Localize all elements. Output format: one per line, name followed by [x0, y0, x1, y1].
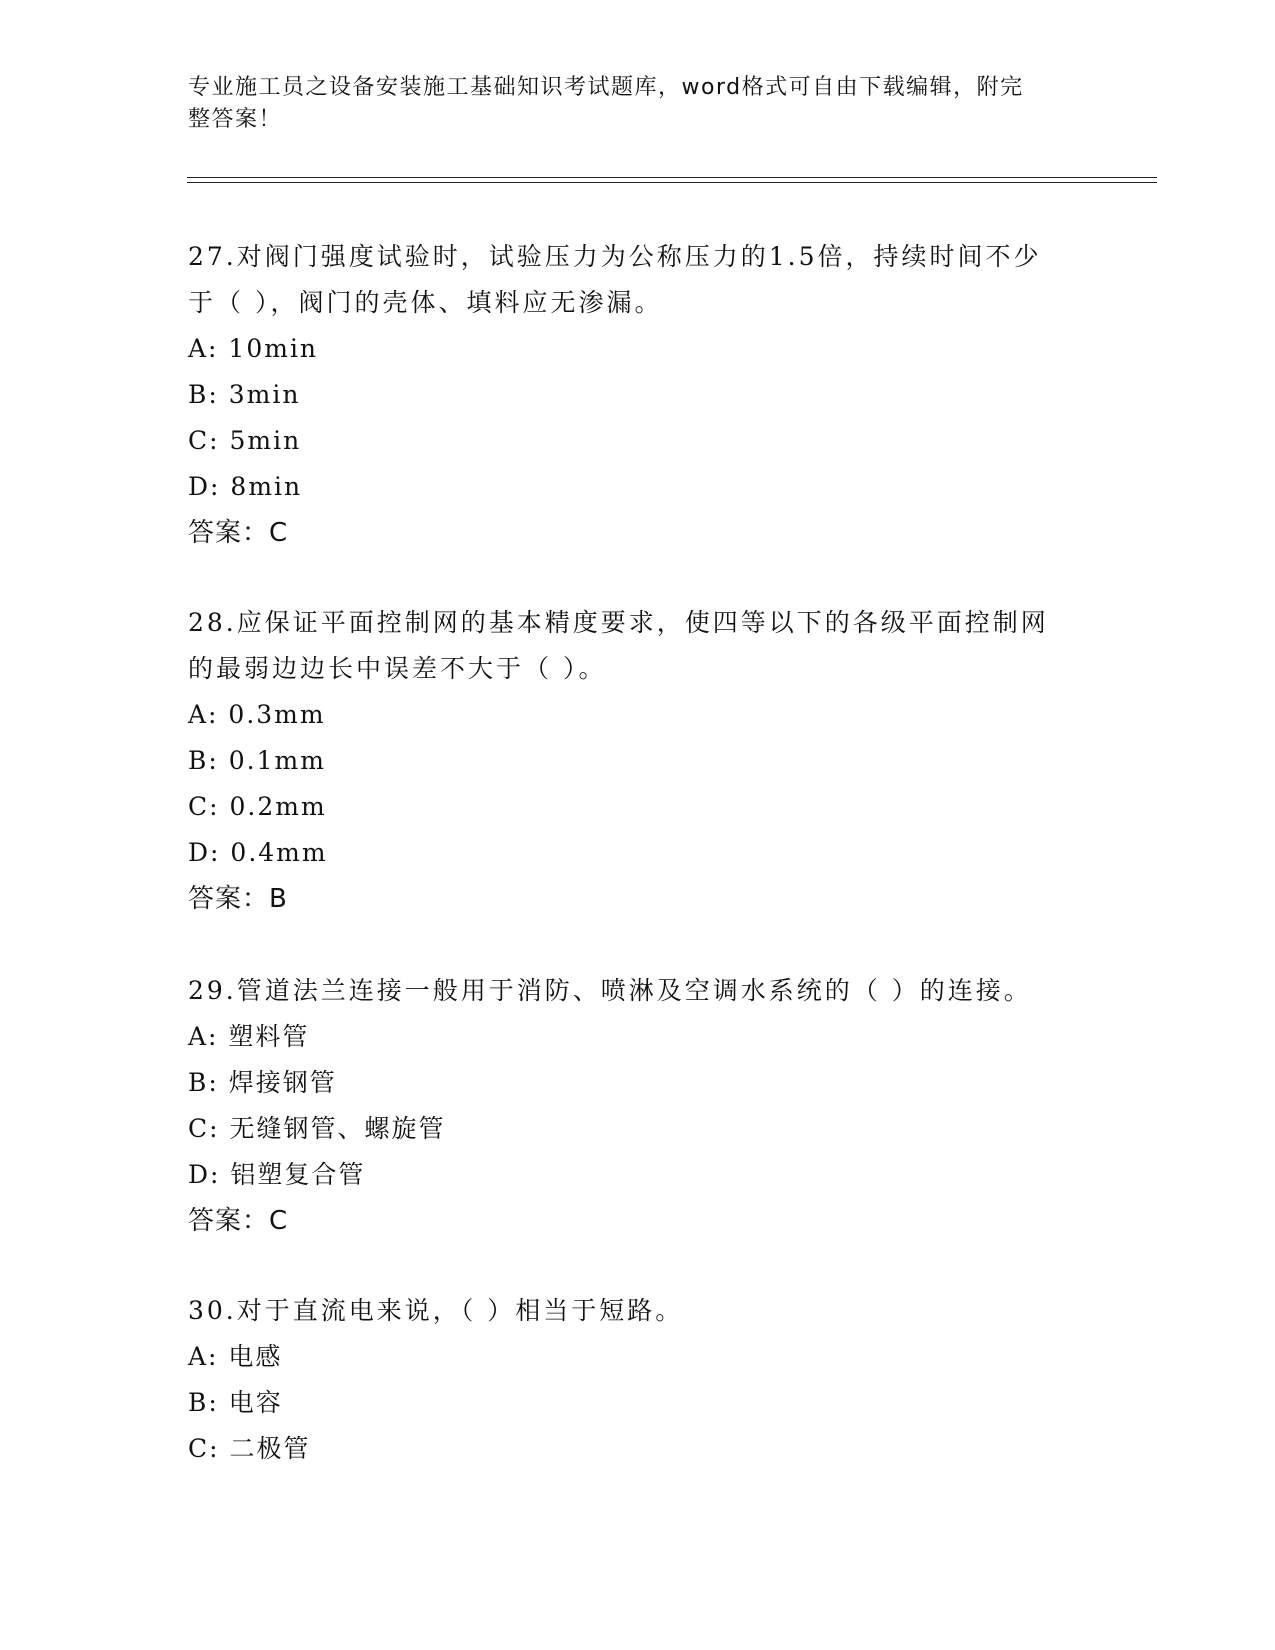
- header-divider-top: [187, 177, 1157, 178]
- question-stem-line: 28.应保证平面控制网的基本精度要求，使四等以下的各级平面控制网: [188, 608, 1049, 637]
- option-d: D: 铝塑复合管: [188, 1160, 366, 1189]
- answer-label: 答案：C: [188, 1206, 289, 1236]
- option-c: C: 5min: [188, 426, 302, 455]
- option-d: D: 0.4mm: [188, 838, 328, 867]
- question-stem-line: 29.管道法兰连接一般用于消防、喷淋及空调水系统的（ ）的连接。: [188, 976, 1032, 1005]
- answer-label: 答案：B: [188, 884, 288, 914]
- option-a: A: 塑料管: [188, 1022, 310, 1051]
- header-line-2: 整答案！: [188, 107, 283, 132]
- question-stem-line: 27.对阀门强度试验时，试验压力为公称压力的1.5倍，持续时间不少: [188, 242, 1042, 271]
- question-stem-line: 的最弱边边长中误差不大于（ ）。: [188, 654, 607, 683]
- header-divider-bottom: [187, 182, 1157, 183]
- option-b: B: 3min: [188, 380, 301, 409]
- answer-label: 答案：C: [188, 518, 289, 548]
- header-line-1: 专业施工员之设备安装施工基础知识考试题库，word格式可自由下载编辑，附完: [188, 75, 1024, 100]
- question-27: [188, 234, 1088, 556]
- question-stem-line: 于（ ），阀门的壳体、填料应无渗漏。: [188, 288, 663, 317]
- option-b: B: 电容: [188, 1388, 283, 1417]
- question-30: [188, 1288, 1088, 1472]
- option-c: C: 0.2mm: [188, 792, 327, 821]
- question-stem-line: 30.对于直流电来说，（ ）相当于短路。: [188, 1296, 684, 1325]
- question-28: [188, 600, 1088, 922]
- document-header: [188, 72, 1068, 136]
- option-a: A: 电感: [188, 1342, 283, 1371]
- option-c: C: 二极管: [188, 1434, 311, 1463]
- option-b: B: 0.1mm: [188, 746, 326, 775]
- option-c: C: 无缝钢管、螺旋管: [188, 1114, 446, 1143]
- option-a: A: 0.3mm: [188, 700, 326, 729]
- option-a: A: 10min: [188, 334, 319, 363]
- option-d: D: 8min: [188, 472, 303, 501]
- question-29: [188, 968, 1088, 1244]
- option-b: B: 焊接钢管: [188, 1068, 337, 1097]
